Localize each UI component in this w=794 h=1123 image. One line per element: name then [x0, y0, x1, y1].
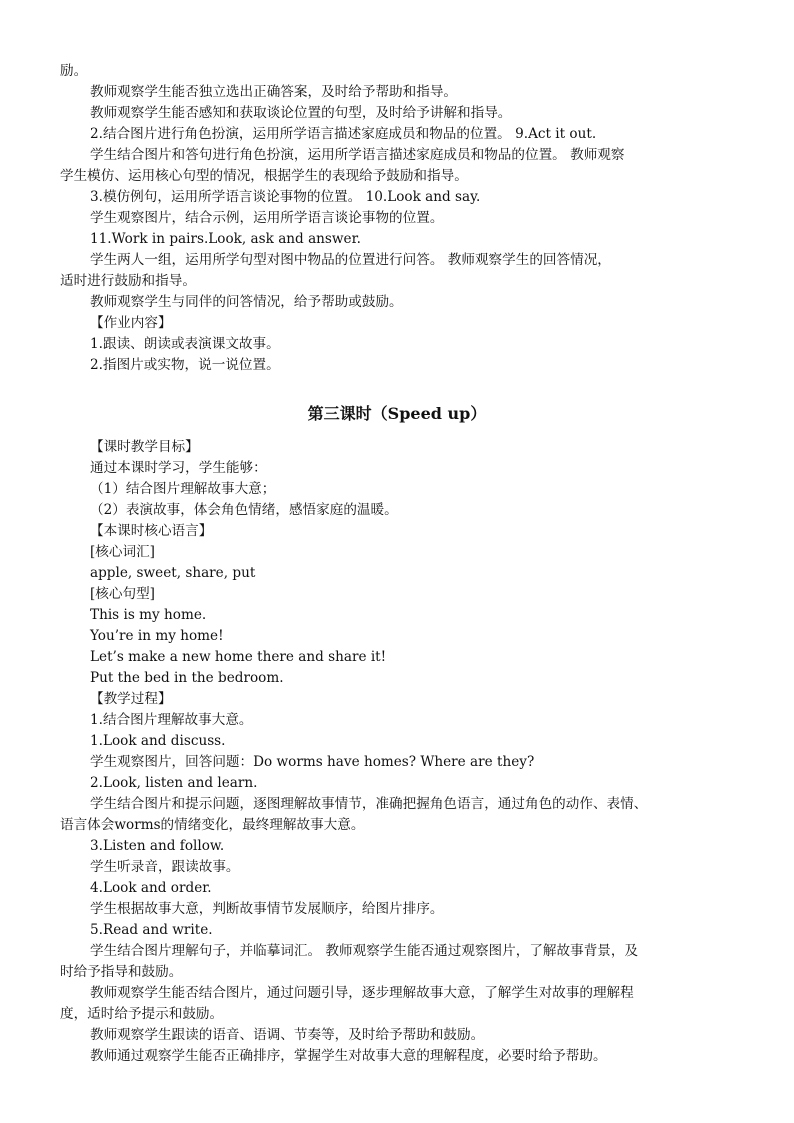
text-line: Put the bed in the bedroom.: [90, 670, 284, 686]
text-line: [核心句型]: [90, 586, 155, 602]
homework-item: 2.指图片或实物，说一说位置。: [90, 357, 280, 373]
text-line: This is my home.: [90, 607, 207, 623]
text-line: 2.结合图片进行角色扮演，运用所学语言描述家庭成员和物品的位置。 9.Act it out.: [90, 126, 597, 142]
text-line: 4.Look and order.: [90, 880, 212, 896]
text-line: 教师通过观察学生能否正确排序，掌握学生对故事大意的理解程度，必要时给予帮助。: [90, 1048, 607, 1064]
text-line: 1.Look and discuss.: [90, 733, 226, 749]
text-line: 学生根据故事大意，判断故事情节发展顺序，给图片排序。: [90, 901, 444, 917]
text-line: 学生结合图片和提示问题，逐图理解故事情节，准确把握角色语言，通过角色的动作、表情、: [90, 796, 648, 812]
homework-item: 1.跟读、朗读或表演课文故事。: [90, 336, 280, 352]
text-line: 学生模仿、运用核心句型的情况，根据学生的表现给予鼓励和指导。: [60, 168, 468, 184]
text-line: （2）表演故事，体会角色情绪，感悟家庭的温暖。: [90, 502, 398, 518]
text-line: 11.Work in pairs.Look, ask and answer.: [90, 231, 361, 247]
process-heading: 【教学过程】: [90, 691, 172, 707]
section-title: 第三课时（Speed up）: [307, 404, 487, 423]
text-line: 5.Read and write.: [90, 922, 213, 938]
text-line: You’re in my home!: [90, 628, 224, 644]
homework-heading: 【作业内容】: [90, 315, 172, 331]
text-line: 适时进行鼓励和指导。: [60, 273, 196, 289]
text-line: 3.模仿例句，运用所学语言谈论事物的位置。 10.Look and say.: [90, 189, 481, 205]
text-line: 学生结合图片和答句进行角色扮演，运用所学语言描述家庭成员和物品的位置。 教师观察: [90, 147, 625, 163]
text-line: 度，适时给予提示和鼓励。: [60, 1006, 224, 1022]
text-line: 教师观察学生与同伴的问答情况，给予帮助或鼓励。: [90, 294, 403, 310]
objectives-heading: 【课时教学目标】: [90, 439, 199, 455]
text-line: 学生观察图片，回答问题：Do worms have homes? Where are they?: [90, 754, 535, 770]
text-line: 通过本课时学习，学生能够：: [90, 460, 267, 476]
text-line: 语言体会worms的情绪变化，最终理解故事大意。: [60, 817, 365, 833]
text-line: 学生听录音，跟读故事。: [90, 859, 240, 875]
text-line: （1）结合图片理解故事大意；: [90, 481, 276, 497]
text-line: 1.结合图片理解故事大意。: [90, 712, 253, 728]
text-line: [核心词汇]: [90, 544, 155, 560]
text-line: apple, sweet, share, put: [90, 565, 256, 581]
text-line: 学生观察图片，结合示例，运用所学语言谈论事物的位置。: [90, 210, 444, 226]
text-line: 励。: [60, 63, 88, 79]
core-language-heading: 【本课时核心语言】: [90, 523, 213, 539]
text-line: 教师观察学生跟读的语音、语调、节奏等，及时给予帮助和鼓励。: [90, 1027, 485, 1043]
text-line: 教师观察学生能否独立选出正确答案，及时给予帮助和指导。: [90, 84, 458, 100]
text-line: 学生结合图片理解句子，并临摹词汇。 教师观察学生能否通过观察图片，了解故事背景，及: [90, 943, 639, 959]
text-line: 教师观察学生能否感知和获取谈论位置的句型，及时给予讲解和指导。: [90, 105, 512, 121]
text-line: 学生两人一组，运用所学句型对图中物品的位置进行问答。 教师观察学生的回答情况，: [90, 252, 611, 268]
text-line: Let’s make a new home there and share it!: [90, 649, 387, 665]
text-line: 教师观察学生能否结合图片，通过问题引导，逐步理解故事大意，了解学生对故事的理解程: [90, 985, 634, 1001]
text-line: 时给予指导和鼓励。: [60, 964, 183, 980]
text-line: 3.Listen and follow.: [90, 838, 225, 854]
text-line: 2.Look, listen and learn.: [90, 775, 258, 791]
